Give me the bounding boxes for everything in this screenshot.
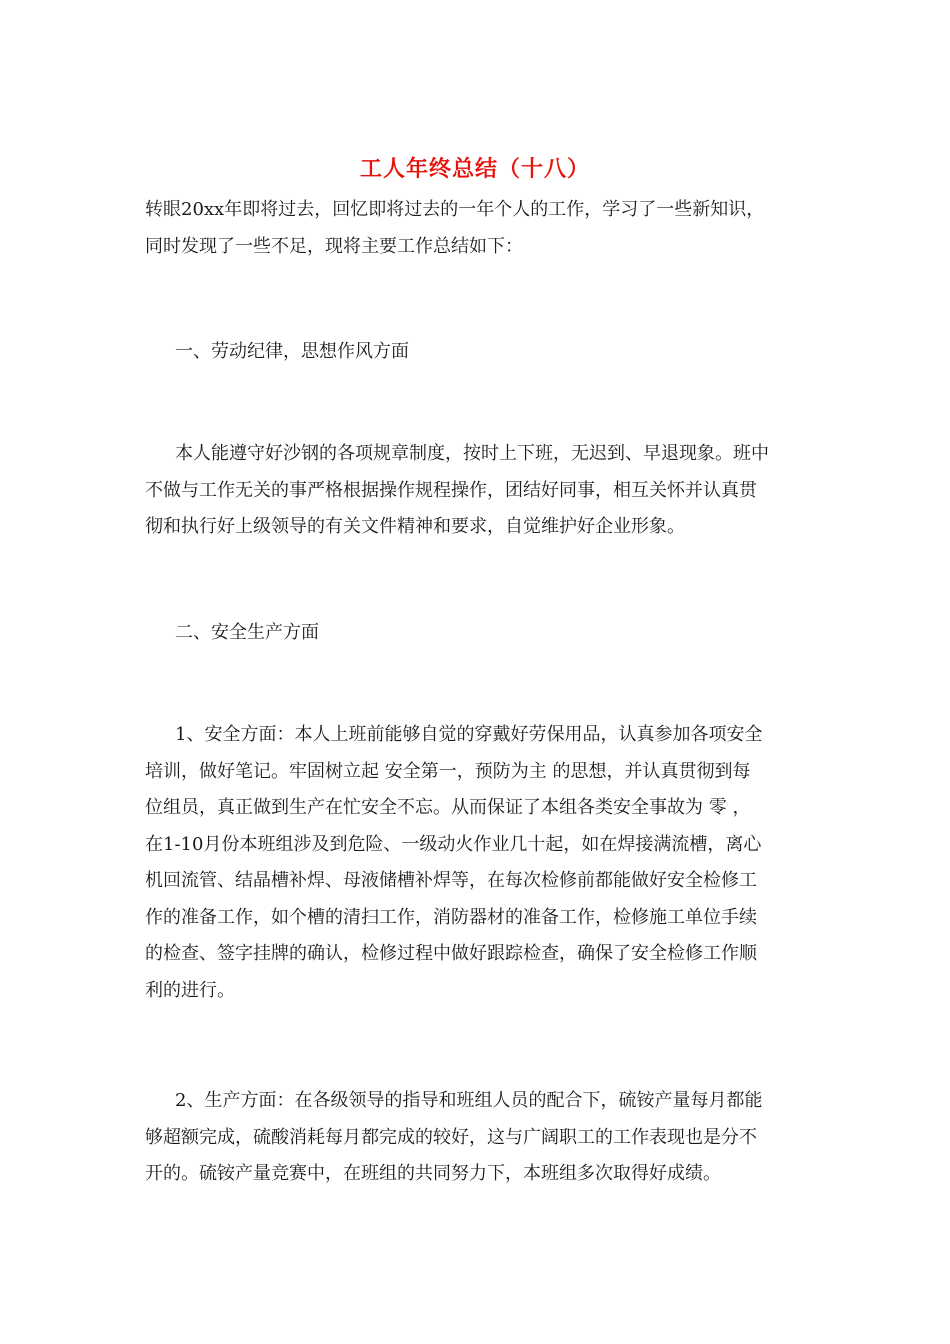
- item1-line: 位组员，真正做到生产在忙安全不忘。从而保证了本组各类安全事故为 零 ，: [145, 797, 751, 818]
- item1-line: 在1-10月份本班组涉及到危险、一级动火作业几十起，如在焊接满流槽，离心: [145, 833, 762, 855]
- section2-item2: [145, 1083, 810, 1193]
- section1-body-line: 不做与工作无关的事严格根据操作规程操作，团结好同事，相互关怀并认真贯: [145, 479, 757, 501]
- section1-body: [145, 436, 810, 546]
- item2-line: 够超额完成，硫酸消耗每月都完成的较好，这与广阔职工的工作表现也是分不: [145, 1126, 757, 1148]
- document-title: 工人年终总结（十八）: [359, 156, 590, 182]
- item2-line: 开的。硫铵产量竞赛中，在班组的共同努力下，本班组多次取得好成绩。: [145, 1163, 721, 1184]
- section1-body-line: 彻和执行好上级领导的有关文件精神和要求，自觉维护好企业形象。: [145, 516, 685, 537]
- item1-line: 的检查、签字挂牌的确认，检修过程中做好跟踪检查，确保了安全检修工作顺: [145, 943, 757, 964]
- section2-heading: 二、安全生产方面: [175, 622, 319, 643]
- item2-line: 2、生产方面：在各级领导的指导和班组人员的配合下，硫铵产量每月都能: [175, 1090, 763, 1111]
- intro-line: 转眼20xx年即将过去，回忆即将过去的一年个人的工作，学习了一些新知识，: [145, 199, 765, 220]
- intro-line: 同时发现了一些不足，现将主要工作总结如下：: [145, 235, 523, 257]
- section2-item1: [145, 717, 810, 1009]
- section1-heading: 一、劳动纪律，思想作风方面: [175, 341, 409, 362]
- item1-line: 机回流管、结晶槽补焊、母液储槽补焊等，在每次检修前都能做好安全检修工: [145, 870, 757, 891]
- section1-body-line: 本人能遵守好沙钢的各项规章制度，按时上下班，无迟到、早退现象。班中: [175, 443, 769, 464]
- intro-paragraph: [145, 192, 810, 265]
- item1-line: 利的进行。: [145, 979, 235, 1001]
- item1-line: 培训，做好笔记。牢固树立起 安全第一，预防为主 的思想，并认真贯彻到每: [145, 760, 751, 782]
- item1-line: 作的准备工作，如个槽的清扫工作，消防器材的准备工作，检修施工单位手续: [145, 906, 757, 928]
- item1-line: 1、安全方面：本人上班前能够自觉的穿戴好劳保用品，认真参加各项安全: [175, 724, 763, 745]
- section1-heading-block: [145, 334, 810, 371]
- section2-heading-block: [145, 615, 810, 652]
